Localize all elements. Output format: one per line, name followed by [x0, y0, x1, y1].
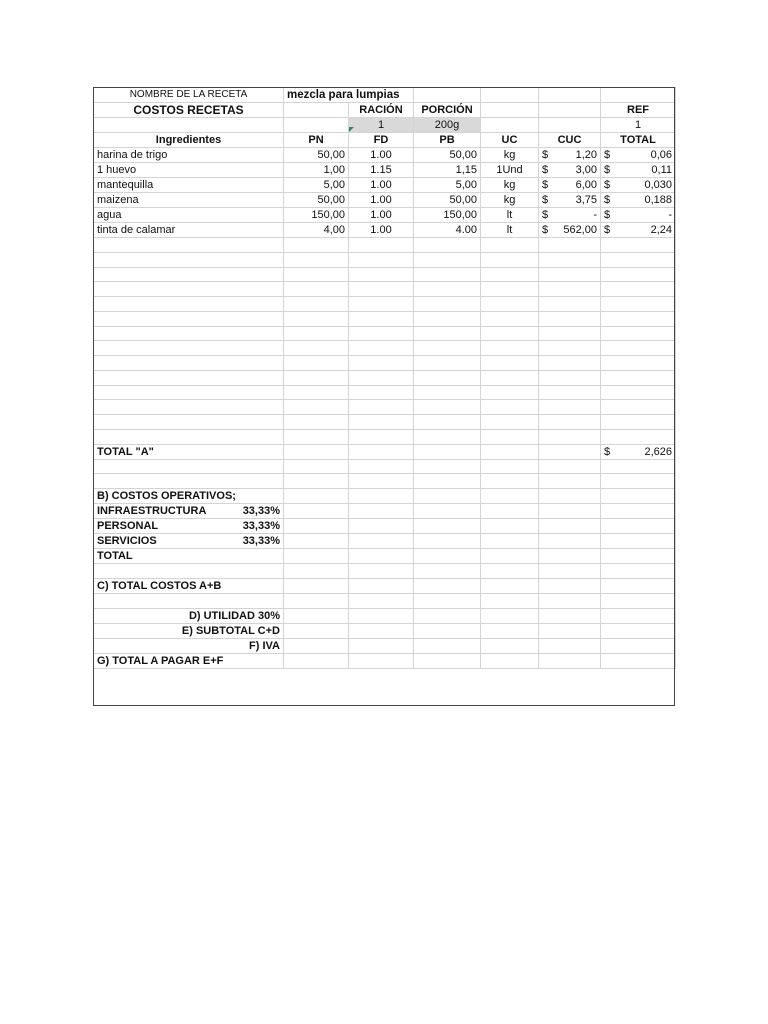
cuc-value: 3,75 — [575, 194, 597, 206]
empty-row — [94, 400, 676, 415]
total-costos-label: C) TOTAL COSTOS A+B — [94, 578, 284, 593]
currency-symbol: $ — [542, 164, 549, 176]
ingredient-pb[interactable]: 5,00 — [414, 178, 481, 193]
ingredient-total[interactable] — [601, 178, 676, 193]
empty-row — [94, 356, 676, 371]
personal-cell — [94, 519, 284, 534]
cuc-value: 3,00 — [575, 164, 597, 176]
ingredient-cuc[interactable] — [539, 193, 601, 208]
ingredient-cuc[interactable] — [539, 223, 601, 238]
col-uc: UC — [481, 133, 539, 148]
empty-row — [94, 474, 676, 489]
utilidad-label: D) UTILIDAD 30% — [94, 608, 284, 623]
total-pagar-label: G) TOTAL A PAGAR E+F — [94, 653, 284, 668]
ingredient-fd[interactable]: 1.00 — [349, 223, 414, 238]
utilidad-row — [94, 608, 676, 623]
total-a-value[interactable] — [601, 444, 676, 459]
ingredient-row — [94, 178, 676, 193]
ingredient-fd[interactable]: 1.00 — [349, 148, 414, 163]
col-pn: PN — [284, 133, 349, 148]
empty-row — [94, 459, 676, 474]
personal-value: 33,33% — [242, 520, 280, 532]
ingredient-pb[interactable]: 4.00 — [414, 223, 481, 238]
currency-symbol: $ — [604, 179, 611, 191]
total-value: - — [668, 209, 672, 221]
currency-symbol: $ — [542, 179, 549, 191]
recipe-name-row — [94, 88, 676, 103]
ingredient-name[interactable]: harina de trigo — [94, 148, 284, 163]
cuc-value: 1,20 — [575, 149, 597, 161]
personal — [94, 519, 676, 534]
empty-row — [94, 385, 676, 400]
ingredient-pn[interactable]: 50,00 — [284, 148, 349, 163]
ingredient-uc[interactable]: kg — [481, 193, 539, 208]
infraestructura-label: INFRAESTRUCTURA — [97, 505, 207, 517]
values-row — [94, 118, 676, 133]
total-value: 0,11 — [651, 164, 672, 176]
empty-row — [94, 282, 676, 297]
ingredient-uc[interactable]: lt — [481, 223, 539, 238]
currency-symbol: $ — [542, 149, 549, 161]
ingredient-pn[interactable]: 4,00 — [284, 223, 349, 238]
currency-symbol: $ — [604, 149, 611, 161]
ingredient-pb[interactable]: 150,00 — [414, 208, 481, 223]
title-row — [94, 103, 676, 118]
comment-indicator-icon — [349, 127, 354, 132]
ingredient-uc[interactable]: 1Und — [481, 163, 539, 178]
ingredient-cuc[interactable] — [539, 163, 601, 178]
costos-title-row — [94, 489, 676, 504]
total-costos-row — [94, 578, 676, 593]
ingredient-pb[interactable]: 50,00 — [414, 148, 481, 163]
empty-row — [94, 593, 676, 608]
empty-row — [94, 564, 676, 579]
infraestructura-value: 33,33% — [242, 505, 280, 517]
cuc-value: 562,00 — [563, 224, 597, 236]
currency-symbol: $ — [604, 164, 611, 176]
ingredient-cuc[interactable] — [539, 208, 601, 223]
ingredient-total[interactable] — [601, 223, 676, 238]
total-a-label: TOTAL "A" — [94, 444, 284, 459]
ingredient-fd[interactable]: 1.00 — [349, 193, 414, 208]
currency-symbol: $ — [604, 209, 611, 221]
currency-symbol: $ — [604, 445, 611, 458]
currency-symbol: $ — [604, 194, 611, 206]
total-value: 0,06 — [650, 149, 672, 161]
col-fd: FD — [349, 133, 414, 148]
ingredient-row — [94, 208, 676, 223]
porcion-value[interactable]: 200g — [414, 118, 481, 133]
empty-row — [94, 297, 676, 312]
ingredient-fd[interactable]: 1.00 — [349, 208, 414, 223]
currency-symbol: $ — [542, 224, 549, 236]
infraestructura-cell — [94, 504, 284, 519]
currency-symbol: $ — [542, 194, 549, 206]
empty-row — [94, 252, 676, 267]
recipe-name-value[interactable]: mezcla para lumpias — [284, 88, 414, 103]
ingredient-pn[interactable]: 1,00 — [284, 163, 349, 178]
empty-row — [94, 429, 676, 444]
total-a-row — [94, 444, 676, 459]
subtotal-label: E) SUBTOTAL C+D — [94, 623, 284, 638]
iva-row — [94, 638, 676, 653]
empty-row — [94, 415, 676, 430]
subtotal-row — [94, 623, 676, 638]
ref-value[interactable]: 1 — [601, 118, 676, 133]
ingredient-cuc[interactable] — [539, 178, 601, 193]
col-total: TOTAL — [601, 133, 676, 148]
recipe-name-label: NOMBRE DE LA RECETA — [94, 88, 284, 103]
ingredient-fd[interactable]: 1.00 — [349, 178, 414, 193]
ingredient-row — [94, 163, 676, 178]
costos-total-label: TOTAL — [94, 549, 284, 564]
recipe-cost-sheet — [93, 87, 676, 669]
ingredient-uc[interactable]: kg — [481, 148, 539, 163]
servicios — [94, 534, 676, 549]
currency-symbol: $ — [542, 209, 549, 221]
ingredient-cuc[interactable] — [539, 148, 601, 163]
empty-row — [94, 311, 676, 326]
total-value: 0,188 — [644, 194, 672, 206]
empty-row — [94, 370, 676, 385]
servicios-label: SERVICIOS — [97, 535, 157, 547]
ingredient-fd[interactable]: 1.15 — [349, 163, 414, 178]
ref-label: REF — [601, 103, 676, 118]
col-cuc: CUC — [539, 133, 601, 148]
costos-title: B) COSTOS OPERATIVOS; — [94, 489, 284, 504]
empty-row — [94, 326, 676, 341]
racion-label: RACIÓN — [349, 103, 414, 118]
ingredient-total[interactable] — [601, 148, 676, 163]
total-a-amount: 2,626 — [644, 445, 672, 458]
sheet-title: COSTOS RECETAS — [94, 103, 284, 118]
ingredient-name[interactable]: mantequilla — [94, 178, 284, 193]
empty-row — [94, 238, 676, 253]
ingredient-pb[interactable]: 50,00 — [414, 193, 481, 208]
ingredient-pn[interactable]: 150,00 — [284, 208, 349, 223]
col-pb: PB — [414, 133, 481, 148]
cuc-value: - — [593, 209, 597, 221]
ingredient-total[interactable] — [601, 208, 676, 223]
empty-row — [94, 341, 676, 356]
total-value: 2,24 — [650, 224, 672, 236]
ingredient-pb[interactable]: 1,15 — [414, 163, 481, 178]
ingredient-name[interactable]: tinta de calamar — [94, 223, 284, 238]
total-pagar-row — [94, 653, 676, 668]
ingredient-uc[interactable]: kg — [481, 178, 539, 193]
ingredient-row — [94, 148, 676, 163]
racion-value[interactable]: 1 — [349, 118, 414, 133]
cuc-value: 6,00 — [575, 179, 597, 191]
column-header-row — [94, 133, 676, 148]
total-value: 0,030 — [644, 179, 672, 191]
ingredient-row — [94, 193, 676, 208]
ingredient-total[interactable] — [601, 193, 676, 208]
empty-row — [94, 267, 676, 282]
iva-label: F) IVA — [94, 638, 284, 653]
currency-symbol: $ — [604, 224, 611, 236]
costos-total-row — [94, 549, 676, 564]
ingredient-total[interactable] — [601, 163, 676, 178]
servicios-value: 33,33% — [242, 535, 280, 547]
col-ingredientes: Ingredientes — [94, 133, 284, 148]
ingredient-pn[interactable]: 5,00 — [284, 178, 349, 193]
porcion-label: PORCIÓN — [414, 103, 481, 118]
ingredient-name[interactable]: agua — [94, 208, 284, 223]
ingredient-pn[interactable]: 50,00 — [284, 193, 349, 208]
ingredient-name[interactable]: 1 huevo — [94, 163, 284, 178]
ingredient-uc[interactable]: lt — [481, 208, 539, 223]
ingredient-row — [94, 223, 676, 238]
ingredient-name[interactable]: maizena — [94, 193, 284, 208]
infraestructura — [94, 504, 676, 519]
personal-label: PERSONAL — [97, 520, 159, 532]
servicios-cell — [94, 534, 284, 549]
